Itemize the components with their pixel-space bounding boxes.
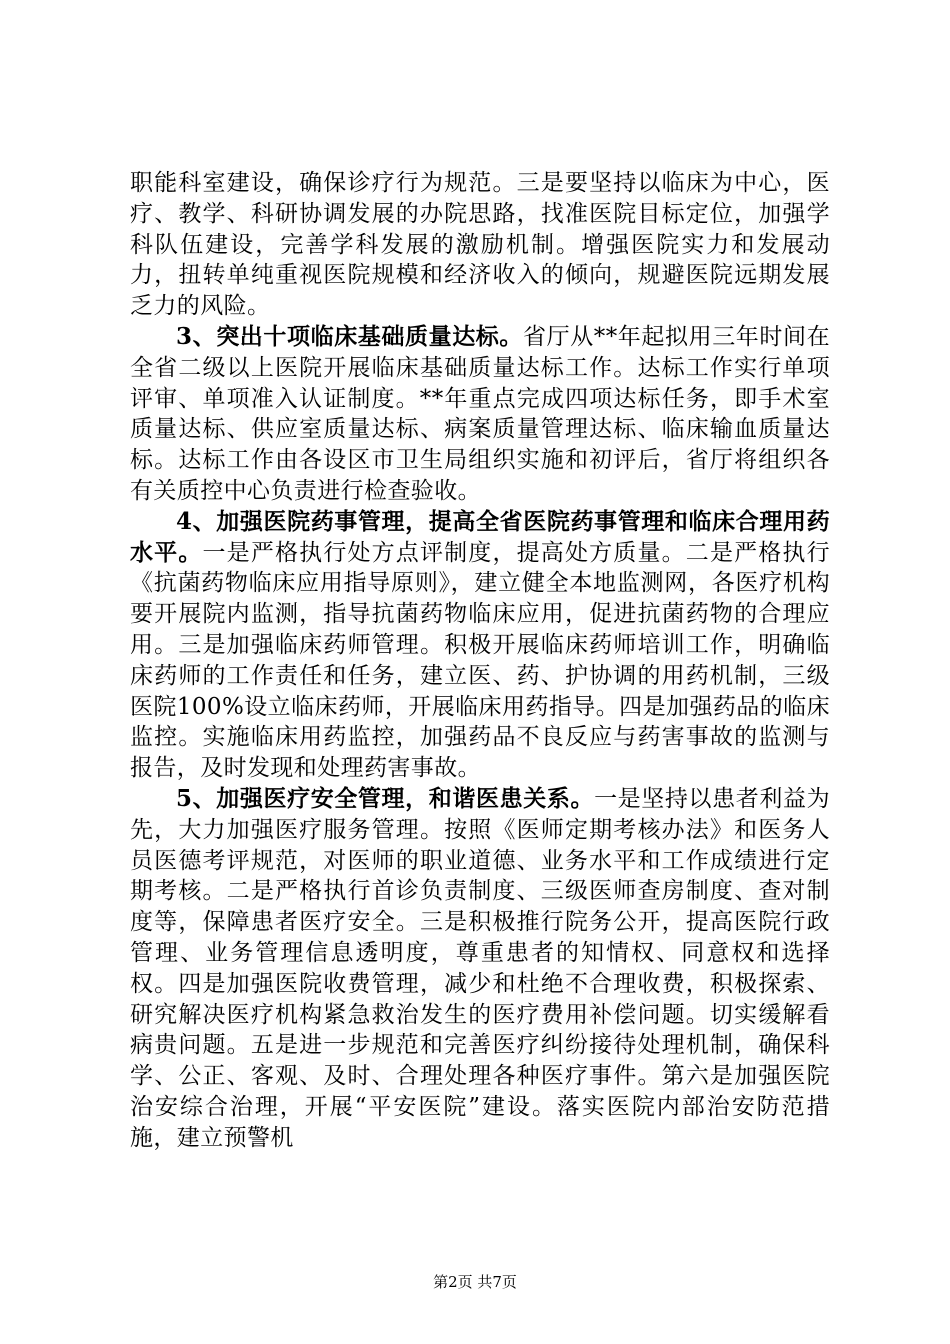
paragraph-heading: 3、突出十项临床基础质量达标。 <box>176 322 523 350</box>
paragraph-item-5 <box>130 784 830 1154</box>
paragraph-item-3 <box>130 322 830 507</box>
paragraph-heading: 5、加强医疗安全管理，和谐医患关系。 <box>176 784 595 812</box>
paragraph-text: 一是严格执行处方点评制度，提高处方质量。二是严格执行《抗菌药物临床应用指导原则》，建立健全本地监测网，各医疗机构要开展院内监测，指导抗菌药物临床应用，促进抗菌药物的合理应用。三是加强临床药师管理。积极开展临床药师培训工作，明确临床药师的工作责任和任务，建立医、药、护协调的用药机制，三级医院100%设立临床药师，开展临床用药指导。四是加强药品的临床监控。实施临床用药监控，加强药品不良反应与药害事故的监测与报告，及时发现和处理药害事故。 <box>130 539 830 782</box>
paragraph-text: 省厅从**年起拟用三年时间在全省二级以上医院开展临床基础质量达标工作。达标工作实行单项评审、单项准入认证制度。**年重点完成四项达标任务，即手术室质量达标、供应室质量达标、病案质量管理达标、临床输血质量达标。达标工作由各设区市卫生局组织实施和初评后，省厅将组织各有关质控中心负责进行检查验收。 <box>130 323 830 504</box>
paragraph-continuation <box>130 168 830 322</box>
paragraph-text: 一是坚持以患者利益为先，大力加强医疗服务管理。按照《医师定期考核办法》和医务人员医德考评规范，对医师的职业道德、业务水平和工作成绩进行定期考核。二是严格执行首诊负责制度、三级医师查房制度、查对制度等，保障患者医疗安全。三是积极推行院务公开，提高医院行政管理、业务管理信息透明度，尊重患者的知情权、同意权和选择权。四是加强医院收费管理，减少和杜绝不合理收费，积极探索、研究解决医疗机构紧急救治发生的医疗费用补偿问题。切实缓解看病贵问题。五是进一步规范和完善医疗纠纷接待处理机制，确保科学、公正、客观、及时、合理处理各种医疗事件。第六是加强医院治安综合治理，开展“平安医院”建设。落实医院内部治安防范措施，建立预警机 <box>130 785 830 1151</box>
paragraph-heading: 4、加强医院药事管理，提高全省医院药事管理和临床合理用药水平。 <box>130 507 830 566</box>
page-number-footer: 第2页 共7页 <box>433 1273 517 1291</box>
paragraph-item-4 <box>130 507 830 784</box>
document-body <box>130 168 830 1154</box>
paragraph-text: 职能科室建设，确保诊疗行为规范。三是要坚持以临床为中心，医疗、教学、科研协调发展的办院思路，找准医院目标定位，加强学科队伍建设，完善学科发展的激励机制。增强医院实力和发展动力，扭转单纯重视医院规模和经济收入的倾向，规避医院远期发展乏力的风险。 <box>130 170 830 320</box>
